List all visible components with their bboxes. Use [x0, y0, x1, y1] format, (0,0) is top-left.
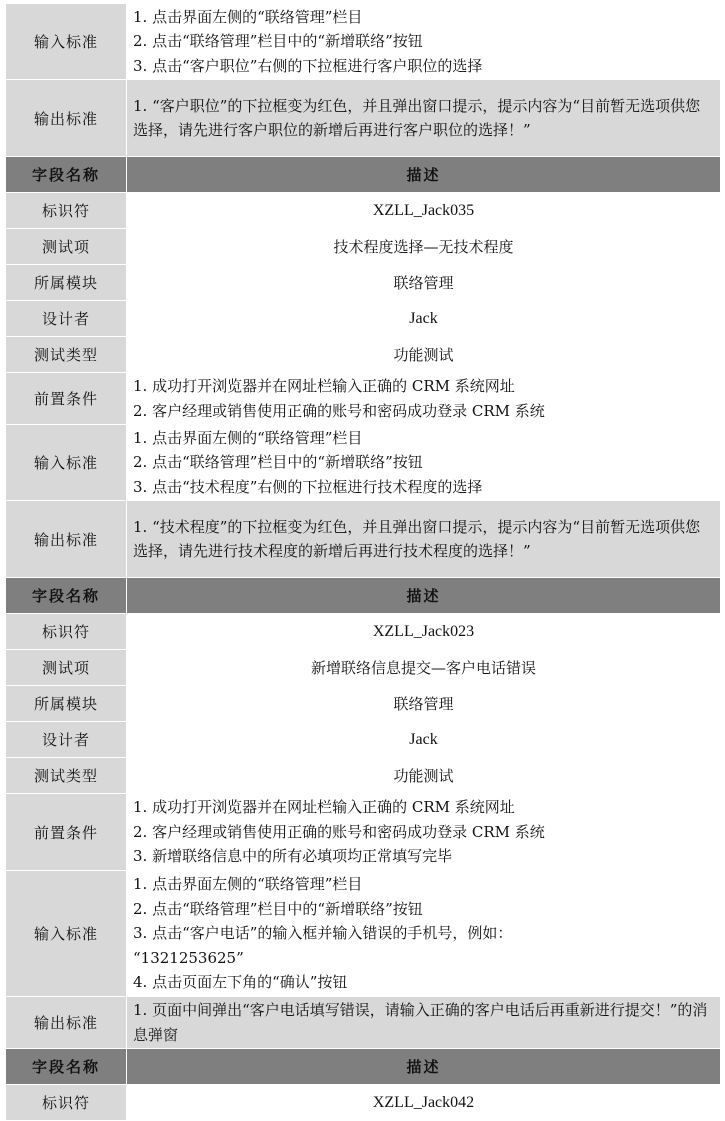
top-input-row	[6, 4, 721, 80]
test-item-value: 新增联络信息提交—客户电话错误	[127, 650, 721, 686]
identifier-value: XZLL_Jack042	[127, 1085, 721, 1121]
output-row: 输出标准 1. “技术程度”的下拉框变为红色，并且弹出窗口提示，提示内容为“目前暂无选项供您选择，请先进行技术程度的新增后再进行技术程度的选择！”	[6, 501, 721, 578]
output-value: 1. “技术程度”的下拉框变为红色，并且弹出窗口提示，提示内容为“目前暂无选项供您选择，请先进行技术程度的新增后再进行技术程度的选择！”	[127, 501, 721, 578]
identifier-row: 标识符 XZLL_Jack042	[6, 1085, 721, 1121]
header-row: 字段名称 描述	[6, 1049, 721, 1085]
test-case-table	[5, 3, 721, 1121]
top-input-line: 3. 点击“客户职位”右侧的下拉框进行客户职位的选择	[133, 56, 483, 75]
precondition-value: 1. 成功打开浏览器并在网址栏输入正确的 CRM 系统网址 2. 客户经理或销售使用正确的账号和密码成功登录 CRM 系统 3. 新增联络信息中的所有必填项均正常填写完毕	[127, 794, 721, 871]
test-type-row: 测试类型 功能测试	[6, 758, 721, 794]
header-row: 字段名称 描述	[6, 578, 721, 614]
designer-row: 设计者 Jack	[6, 722, 721, 758]
top-output-row	[6, 80, 721, 157]
identifier-row: 标识符 XZLL_Jack023	[6, 614, 721, 650]
module-row: 所属模块 联络管理	[6, 265, 721, 301]
test-item-row: 测试项 技术程度选择—无技术程度	[6, 229, 721, 265]
input-row: 输入标准 1. 点击界面左侧的“联络管理”栏目 2. 点击“联络管理”栏目中的“新增联络”按钮 3. 点击“技术程度”右侧的下拉框进行技术程度的选择	[6, 425, 721, 501]
top-input-value	[127, 4, 721, 80]
test-type-value: 功能测试	[127, 758, 721, 794]
precondition-row: 前置条件 1. 成功打开浏览器并在网址栏输入正确的 CRM 系统网址 2. 客户经理或销售使用正确的账号和密码成功登录 CRM 系统	[6, 373, 721, 425]
test-item-row: 测试项 新增联络信息提交—客户电话错误	[6, 650, 721, 686]
test-type-value: 功能测试	[127, 337, 721, 373]
module-value: 联络管理	[127, 686, 721, 722]
designer-row: 设计者 Jack	[6, 301, 721, 337]
precondition-value: 1. 成功打开浏览器并在网址栏输入正确的 CRM 系统网址 2. 客户经理或销售使用正确的账号和密码成功登录 CRM 系统	[127, 373, 721, 425]
field-name-header: 字段名称	[6, 157, 127, 193]
module-value: 联络管理	[127, 265, 721, 301]
test-item-value: 技术程度选择—无技术程度	[127, 229, 721, 265]
top-input-line: 1. 点击界面左侧的“联络管理”栏目	[133, 7, 363, 26]
identifier-row: 标识符 XZLL_Jack035	[6, 193, 721, 229]
module-row: 所属模块 联络管理	[6, 686, 721, 722]
top-input-line: 2. 点击“联络管理”栏目中的“新增联络”按钮	[133, 32, 423, 51]
description-header: 描述	[127, 157, 721, 193]
designer-value: Jack	[127, 722, 721, 758]
identifier-value: XZLL_Jack035	[127, 193, 721, 229]
top-output-value: 1. “客户职位”的下拉框变为红色，并且弹出窗口提示，提示内容为“目前暂无选项供您选择，请先进行客户职位的新增后再进行客户职位的选择！”	[127, 80, 721, 157]
input-value: 1. 点击界面左侧的“联络管理”栏目 2. 点击“联络管理”栏目中的“新增联络”按钮 3. 点击“客户电话”的输入框并输入错误的手机号，例如： “1321253625” 4. 点击页面左下角的“确认”按钮	[127, 871, 721, 997]
precondition-row: 前置条件 1. 成功打开浏览器并在网址栏输入正确的 CRM 系统网址 2. 客户经理或销售使用正确的账号和密码成功登录 CRM 系统 3. 新增联络信息中的所有必填项均正常填写完毕	[6, 794, 721, 871]
test-type-row: 测试类型 功能测试	[6, 337, 721, 373]
output-value: 1. 页面中间弹出“客户电话填写错误，请输入正确的客户电话后再重新进行提交！”的消息弹窗	[127, 997, 721, 1049]
input-value: 1. 点击界面左侧的“联络管理”栏目 2. 点击“联络管理”栏目中的“新增联络”按钮 3. 点击“技术程度”右侧的下拉框进行技术程度的选择	[127, 425, 721, 501]
input-label: 输入标准	[6, 4, 127, 80]
output-label: 输出标准	[6, 80, 127, 157]
header-row	[6, 157, 721, 193]
output-row: 输出标准 1. 页面中间弹出“客户电话填写错误，请输入正确的客户电话后再重新进行提交！”的消息弹窗	[6, 997, 721, 1049]
designer-value: Jack	[127, 301, 721, 337]
identifier-value: XZLL_Jack023	[127, 614, 721, 650]
input-row: 输入标准 1. 点击界面左侧的“联络管理”栏目 2. 点击“联络管理”栏目中的“新增联络”按钮 3. 点击“客户电话”的输入框并输入错误的手机号，例如： “1321253625” 4. 点击页面左下角的“确认”按钮	[6, 871, 721, 997]
